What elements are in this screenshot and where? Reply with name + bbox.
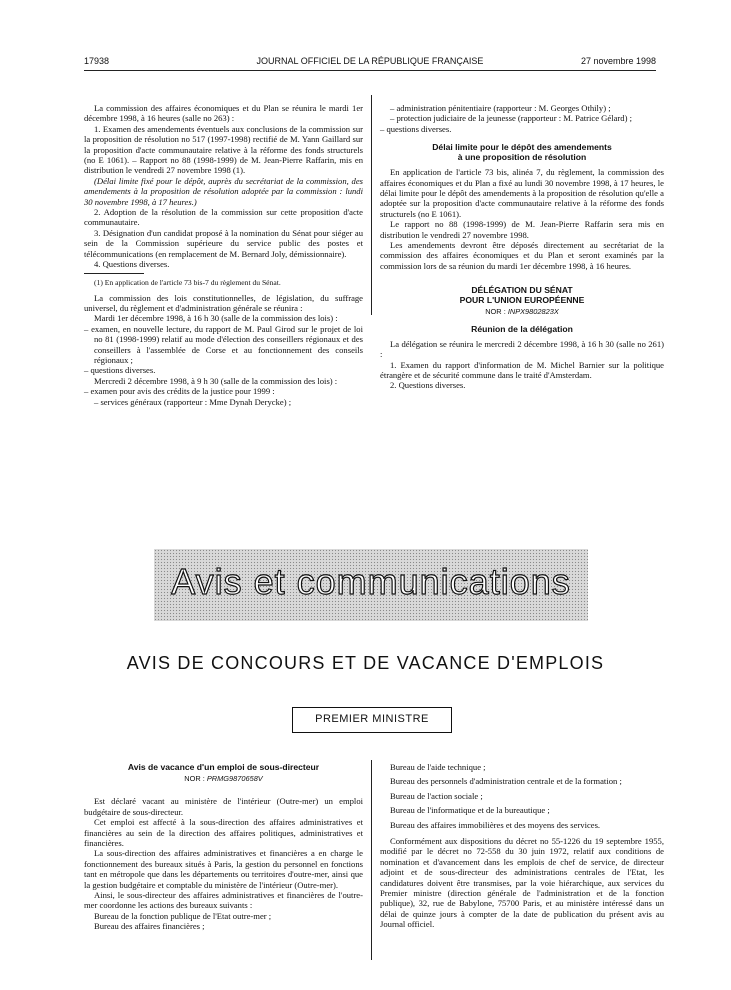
paragraph: La commission des lois constitutionnelles, de législation, du suffrage universel, du règlement et d'administration générale se réunira : [84,292,363,313]
banner-title: Avis et communications [171,561,571,602]
delegation-heading: POUR L'UNION EUROPÉENNE [459,295,585,306]
paragraph: 4. Questions diverses. [94,259,170,270]
paragraph: Les amendements devront être déposés directement au secrétariat de la commission des affaires économiques et du Plan et seront examinés par la commission lors de sa réunion du mardi 1er décembre 1998, à 16 heures. [380,240,664,271]
issue-date: 27 novembre 1998 [580,56,656,66]
ministry-box [292,707,452,733]
nor-code: PRMG9870658V [206,774,263,783]
meeting-heading: Réunion de la délégation [471,323,573,334]
paragraph: 1. Examen des amendements éventuels aux conclusions de la commission sur la proposition de résolution no 517 (1997-1998) rectifié de M. Yann Gaillard sur la proposition d'acte communautaire relative à la réforme des fonds structurels (no E 1061). – Rapport no 88 (1998-1999) de M. Jean-Pierre Raffarin, mis en distribution le vendredi 27 novembre 1998 (1). [84,123,363,176]
paragraph: Est déclaré vacant au ministère de l'intérieur (Outre-mer) un emploi budgétaire de sous-directeur. [84,796,363,817]
list-item: Bureau de l'aide technique ; [390,762,486,772]
list-item: – questions diverses. [84,365,156,376]
list-item: Bureau des affaires immobilières et des moyens des services. [390,819,601,830]
footnote: (1) En application de l'article 73 bis-7 du règlement du Sénat. [94,277,281,287]
paragraph: (Délai limite fixé pour le dépôt, auprès du secrétariat de la commission, des amendements à la proposition de résolution adoptée par la commission : lundi 30 novembre 1998, à 17 heures.) [84,175,363,207]
paragraph: Ainsi, le sous-directeur des affaires administratives et financières de l'outre-mer coordonne les actions des bureaux suivants : [84,890,363,911]
nor-label: NOR : [485,307,506,317]
notice-heading: Avis de vacance d'un emploi de sous-directeur [127,762,320,772]
ministry-label: PREMIER MINISTRE [315,713,429,725]
page-header [84,56,656,70]
list-item: – examen pour avis des crédits de la justice pour 1999 : [84,386,275,397]
footnote-rule [84,273,144,274]
paragraph: 3. Désignation d'un candidat proposé à la nomination du Sénat pour siéger au sein de la Commission supérieure du service public des postes et télécommunications (en remplacement de M. Bernard Joly, démissionnaire). [84,227,363,259]
paragraph: La commission des affaires économiques et du Plan se réunira le mardi 1er décembre 1998, à 16 heures (salle no 263) : [84,103,363,124]
paragraph: Mercredi 2 décembre 1998, à 9 h 30 (salle de la commission des lois) : [94,375,338,386]
section-title: AVIS DE CONCOURS ET DE VACANCE D'EMPLOIS [126,653,605,673]
column-divider [371,760,372,960]
list-item: – protection judiciaire de la jeunesse (rapporteur : M. Patrice Gélard) ; [390,113,632,124]
paragraph: Bureau des affaires financières ; [94,921,205,932]
right-top-column [380,103,664,391]
paragraph: Le rapport no 88 (1998-1999) de M. Jean-Pierre Raffarin sera mis en distribution le vendredi 27 novembre 1998. [380,219,664,240]
paragraph: 2. Questions diverses. [390,380,466,391]
paragraph: 1. Examen du rapport d'information de M. Michel Barnier sur la politique étrangère et de sécurité commune dans le traité d'Amsterdam. [380,359,664,380]
nor-label: NOR : [184,774,205,783]
paragraph: La délégation se réunira le mercredi 2 décembre 1998, à 16 h 30 (salle no 261) : [380,338,664,360]
section-banner [154,549,588,621]
left-top-column [84,103,363,407]
paragraph: Conformément aux dispositions du décret no 55-1226 du 19 septembre 1955, modifié par le décret no 72-558 du 30 juin 1972, relatif aux conditions de nomination et d'avancement dans les emplois de chef de service, de directeur adjoint et de sous-directeur des administrations centrales de l'Etat, les candidatures doivent être transmises, par la voie hiérarchique, aux services du Premier ministre (direction générale de l'administration et de la fonction publique), 32, rue de Babylone, 75700 Paris, et au ministère intéressé dans un délai de quinze jours à compter de la date de publication du présent avis au Journal officiel. [380,836,664,930]
column-divider [371,95,372,315]
left-bottom-column [84,762,363,932]
header-rule [84,70,656,71]
paragraph: Mardi 1er décembre 1998, à 16 h 30 (salle de la commission des lois) : [94,313,338,324]
list-item: – services généraux (rapporteur : Mme Dynah Derycke) ; [94,396,292,407]
list-item: – examen, en nouvelle lecture, du rapport de M. Paul Girod sur le projet de loi no 81 (1998-1999) relatif au mode d'élection des conseillers régionaux et des conseillers à l'assemblée de Corse et au fonctionnement des conseils régionaux ; [84,323,363,365]
paragraph: Bureau de la fonction publique de l'Etat outre-mer ; [94,910,272,921]
list-item: Bureau des personnels d'administration centrale et de la formation ; [390,776,622,787]
list-item: – questions diverses. [380,123,452,134]
list-item: – administration pénitentiaire (rapporteur : M. Georges Othily) ; [390,103,611,113]
right-bottom-column [380,762,664,930]
list-item: Bureau de l'action sociale ; [390,790,483,801]
nor-reference [380,307,664,317]
nor-code: INPX9802823X [507,307,559,317]
section-heading: Délai limite pour le dépôt des amendements [432,142,612,153]
section-heading: à une proposition de résolution [457,152,587,163]
paragraph: La sous-direction des affaires administratives et financières a en charge le fonctionnement des bureaux situés à Paris, la gestion du personnel en fonctions tant en métropole que dans les départements ou territoires d'outre-mer, ainsi que la gestion budgétaire et comptable du ministère de l'intérieur (Outre-mer). [84,848,363,890]
journal-title: JOURNAL OFFICIEL DE LA RÉPUBLIQUE FRANÇAISE [256,56,484,66]
paragraph: En application de l'article 73 bis, alinéa 7, du règlement, la commission des affaires économiques et du Plan a fixé au lundi 30 novembre 1998, à 17 heures, le délai limite pour le dépôt des amendements à la proposition de résolution qu'elle a adoptée sur la proposition d'acte communautaire relative à la réforme des fonds structurels (no E 1061). [380,167,664,219]
page-number: 17938 [84,56,110,66]
list-item: Bureau de l'informatique et de la bureautique ; [390,805,550,816]
paragraph: 2. Adoption de la résolution de la commission sur cette proposition d'acte communautaire. [84,207,363,228]
delegation-heading: DÉLÉGATION DU SÉNAT [471,285,573,296]
paragraph: Cet emploi est affecté à la sous-direction des affaires administratives et financières au sein de la direction des affaires politiques, administratives et financières. [84,817,363,849]
nor-reference [84,774,363,784]
